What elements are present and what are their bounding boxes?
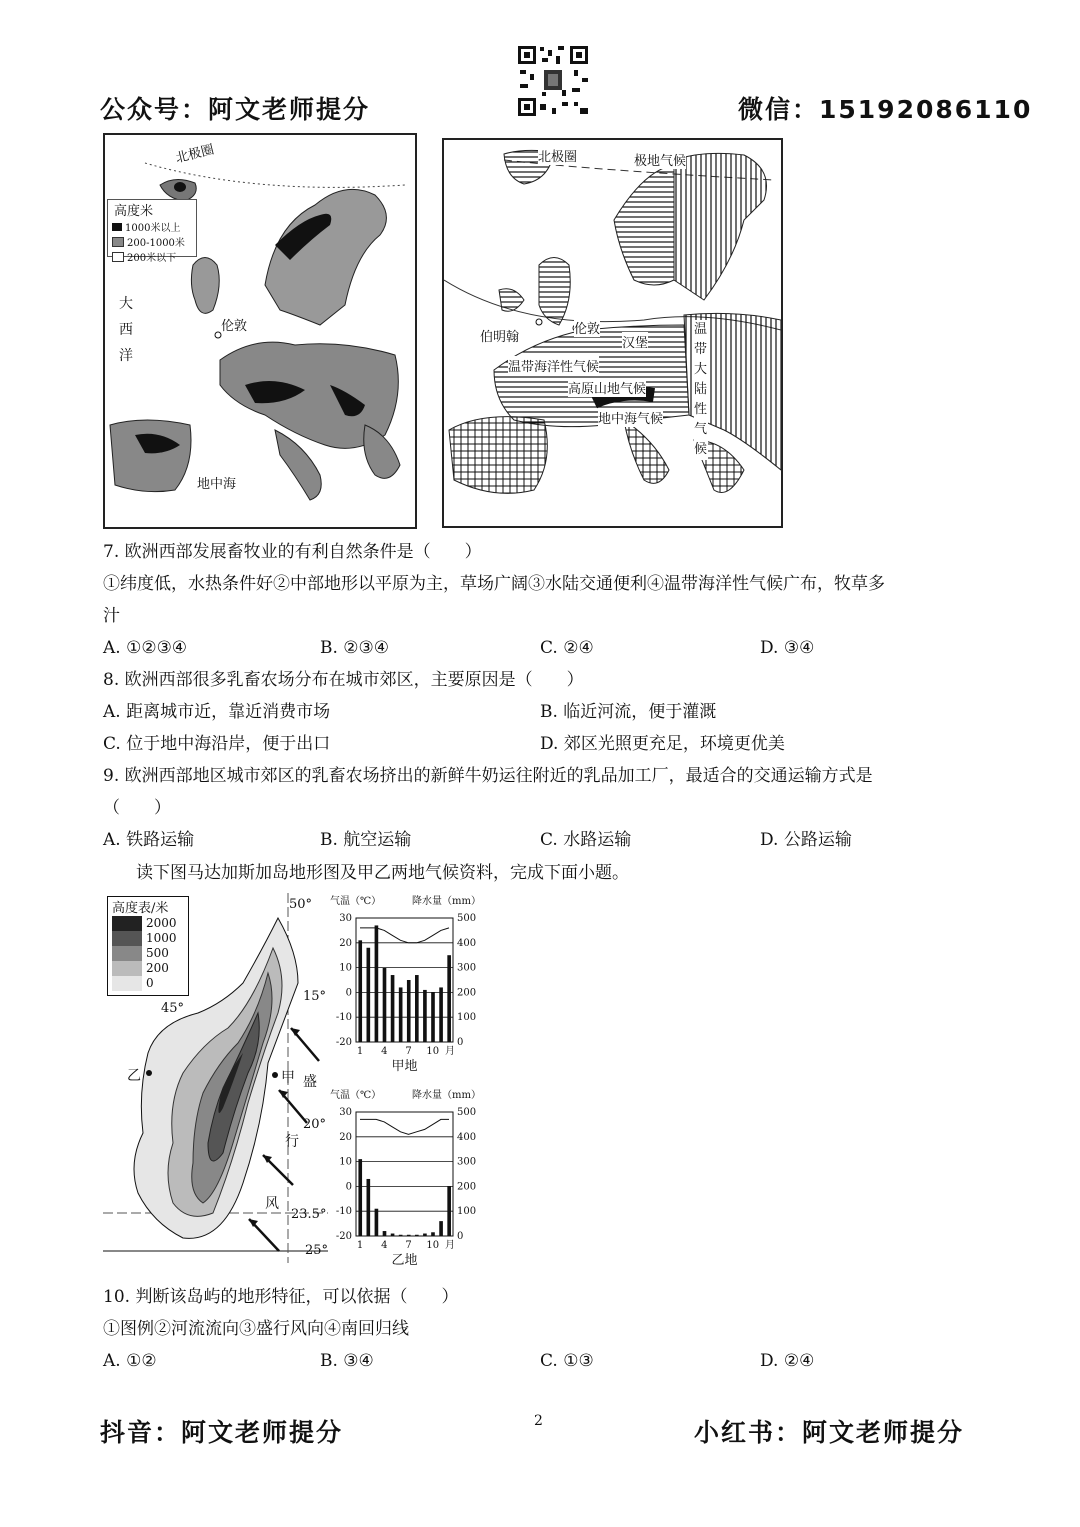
chart-temp-tick: -10 [335,1012,352,1024]
chart-precip-tick: 400 [457,1131,477,1143]
chart-ylabel: 气温（℃） [330,1090,382,1101]
q7-option-a[interactable]: A. ①②③④ [103,638,188,658]
chart-ylabel: 气温（℃） [330,896,382,907]
chart-x-tick: 7 [405,1240,412,1251]
chart-precip-tick: 200 [457,987,477,999]
q8-option-c[interactable]: C. 位于地中海沿岸，便于出口 [103,734,331,754]
q7-option-b[interactable]: B. ②③④ [320,638,390,658]
precip-bar [391,975,395,1042]
chart-frame [356,918,453,1042]
precip-bar [415,975,419,1042]
europe-climate-map [442,138,783,528]
precip-bar [431,1232,435,1236]
chart-precip-tick: 0 [457,1037,464,1048]
precip-bar [367,1179,371,1236]
birmingham-label: 伯明翰 [480,326,519,345]
site-jia-label: 甲 [281,1070,295,1086]
alpine-climate-label: 高原山地气候 [568,378,646,397]
atlantic-label-2: 西 [119,322,133,338]
precip-bar [367,948,371,1042]
madagascar-legend [107,896,189,996]
q10-option-c[interactable]: C. ①③ [540,1351,594,1371]
chart-temp-tick: 30 [339,1107,352,1118]
legend-item: 1000米以上 [125,223,181,234]
label-char: 性 [694,402,708,417]
chart-temp-tick: 10 [339,1156,352,1168]
chart-x-unit: 月 [445,1240,455,1251]
q9-option-d[interactable]: D. 公路运输 [760,830,852,850]
q9-stem: 9. 欧洲西部地区城市郊区的乳畜农场挤出的新鲜牛奶运往附近的乳品加工厂，最适合的交通运输方式是 [103,766,873,786]
climate-chart-yi [328,1086,488,1278]
chart-x-tick: 10 [426,1240,440,1251]
lon-50-label: 50° [289,897,313,912]
precip-bar [439,1221,443,1236]
q7-line2: 汁 [103,606,120,626]
qr-code [516,44,590,118]
site-yi-label: 乙 [127,1068,141,1084]
q10-stem: 10. 判断该岛屿的地形特征，可以依据（ ） [103,1287,459,1307]
header-left: 公众号：阿文老师提分 [100,95,371,124]
chart-title: 乙地 [391,1253,418,1268]
chart-y2label: 降水量（mm） [412,896,481,907]
chart-temp-tick: 0 [345,987,352,999]
lat-20-label: 20° [303,1117,327,1132]
chart-temp-tick: 20 [339,1131,352,1143]
hamburg-label: 汉堡 [622,332,648,351]
chart-temp-tick: 0 [345,1181,352,1193]
legend-item: 0 [146,976,154,990]
lat-15-label: 15° [303,989,327,1004]
chart-x-tick: 4 [381,1046,388,1057]
label-char: 候 [694,442,708,457]
q8-option-d[interactable]: D. 郊区光照更充足，环境更优美 [540,734,785,754]
chart-y2label: 降水量（mm） [412,1090,481,1101]
figure-intro: 读下图马达加斯加岛地形图及甲乙两地气候资料，完成下面小题。 [136,863,629,883]
q8-option-a[interactable]: A. 距离城市近，靠近消费市场 [103,702,331,722]
atlantic-label-3: 洋 [119,348,133,364]
q9-stem2: （ ） [103,798,171,818]
precip-bar [391,1234,395,1236]
chart-x-tick: 4 [381,1240,388,1251]
precip-bar [375,1209,379,1236]
london-label-2: 伦敦 [574,318,600,337]
precip-bar [415,1235,419,1236]
q9-option-c[interactable]: C. 水路运输 [540,830,632,850]
mediterranean-label: 地中海 [197,477,237,492]
precip-bar [375,925,379,1042]
chart-precip-tick: 100 [457,1012,477,1024]
chart-x-unit: 月 [445,1046,455,1057]
q8-stem: 8. 欧洲西部很多乳畜农场分布在城市郊区，主要原因是（ ） [103,670,584,690]
q10-option-b[interactable]: B. ③④ [320,1351,374,1371]
map1-legend [107,199,197,264]
legend-item: 200 [146,961,169,975]
precip-bar [383,968,387,1042]
q9-option-b[interactable]: B. 航空运输 [320,830,412,850]
precip-bar [447,1186,451,1236]
legend-item: 1000 [146,931,177,945]
precip-bar [423,1234,427,1236]
madagascar-topography-map [103,893,328,1263]
lat-25-label: 25° [305,1243,329,1258]
lon-45-label: 45° [161,1001,185,1016]
precip-bar [383,1231,387,1236]
chart-precip-tick: 500 [457,1107,477,1118]
legend-title: 高度表/米 [112,901,169,916]
footer-left: 抖音：阿文老师提分 [100,1418,344,1447]
london-label: 伦敦 [221,319,248,334]
legend-item: 500 [146,946,169,960]
chart-precip-tick: 300 [457,1156,477,1168]
polar-climate-label: 极地气候 [634,150,686,169]
footer-right: 小红书：阿文老师提分 [694,1418,965,1447]
q7-option-d[interactable]: D. ③④ [760,638,815,658]
q10-option-a[interactable]: A. ①② [103,1351,157,1371]
chart-temp-tick: 20 [339,937,352,949]
climate-chart-jia [328,892,488,1084]
wind-label-1: 盛 [303,1074,317,1090]
legend-item: 2000 [146,916,177,930]
precip-bar [407,980,411,1042]
chart-temp-tick: 10 [339,962,352,974]
lat-23-5-label: 23.5° [291,1207,327,1222]
q7-stem: 7. 欧洲西部发展畜牧业的有利自然条件是（ ） [103,542,482,562]
chart-x-tick: 1 [356,1046,364,1057]
precip-bar [447,955,451,1042]
precip-bar [439,987,443,1042]
precip-bar [423,990,427,1042]
label-char: 陆 [694,382,708,397]
legend-title: 高度米 [114,204,154,219]
chart-title: 甲地 [391,1059,418,1074]
chart-precip-tick: 100 [457,1206,477,1218]
q7-option-c[interactable]: C. ②④ [540,638,594,658]
oceanic-climate-label: 温带海洋性气候 [508,356,599,375]
precip-bar [358,1159,362,1236]
header-right: 微信：15192086110 [738,95,1033,124]
chart-precip-tick: 500 [457,913,477,924]
q10-line1: ①图例②河流流向③盛行风向④南回归线 [103,1319,409,1339]
q10-option-d[interactable]: D. ②④ [760,1351,815,1371]
precip-bar [431,992,435,1042]
atlantic-label-1: 大 [119,296,133,312]
chart-x-tick: 10 [426,1046,440,1057]
chart-temp-tick: 30 [339,913,352,924]
chart-precip-tick: 200 [457,1181,477,1193]
chart-x-tick: 7 [405,1046,412,1057]
arctic-circle-label-2: 北极圈 [538,146,577,165]
label-char: 带 [694,342,708,357]
wind-label-3: 风 [265,1196,279,1212]
chart-frame [356,1112,453,1236]
arctic-circle-label: 北极圈 [174,142,216,167]
temp-line [360,928,449,943]
precip-bar [358,940,362,1042]
wind-label-2: 行 [285,1134,299,1150]
chart-temp-tick: -20 [335,1231,352,1242]
chart-temp-tick: -10 [335,1206,352,1218]
q9-option-a[interactable]: A. 铁路运输 [103,830,195,850]
chart-precip-tick: 400 [457,937,477,949]
temp-line [360,1119,449,1134]
precip-bar [399,987,403,1042]
continental-climate-label [694,320,708,460]
precip-bar [407,1235,411,1236]
page-number: 2 [534,1413,543,1429]
label-char: 气 [694,422,708,437]
precip-bar [399,1235,403,1236]
chart-precip-tick: 300 [457,962,477,974]
europe-topography-map [103,133,417,529]
chart-precip-tick: 0 [457,1231,464,1242]
q7-line1: ①纬度低，水热条件好②中部地形以平原为主，草场广阔③水陆交通便利④温带海洋性气候广布，牧草多 [103,574,885,594]
mediterranean-climate-label: 地中海气候 [598,408,663,427]
label-char: 大 [694,362,708,377]
label-char: 温 [694,322,708,337]
legend-item: 200米以下 [127,253,177,264]
legend-item: 200-1000米 [127,238,185,249]
chart-temp-tick: -20 [335,1037,352,1048]
q8-option-b[interactable]: B. 临近河流，便于灌溉 [540,702,717,722]
chart-x-tick: 1 [356,1240,364,1251]
